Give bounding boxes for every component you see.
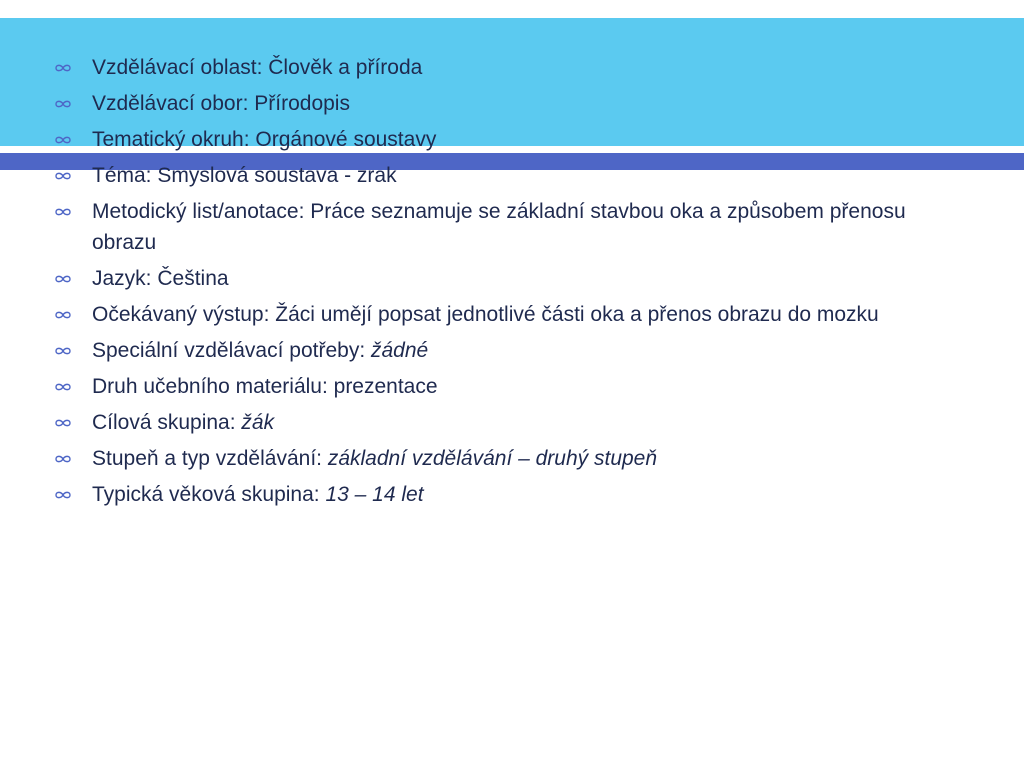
item-label: Vzdělávací oblast: Člověk a příroda — [92, 56, 423, 79]
item-value: základní vzdělávání – druhý stupeň — [327, 447, 658, 470]
item-value: žák — [241, 411, 275, 434]
infinity-bullet-icon — [54, 88, 78, 119]
list-item — [54, 124, 974, 155]
infinity-bullet-icon — [54, 299, 78, 330]
item-label: Očekávaný výstup: Žáci umějí popsat jednotlivé části oka a přenos obrazu do mozku — [92, 303, 879, 326]
item-label: Metodický list/anotace: Práce seznamuje se základní stavbou oka a způsobem přenosu obrazu — [92, 200, 906, 254]
list-item — [54, 299, 974, 330]
item-label: Tematický okruh: Orgánové soustavy — [92, 128, 437, 151]
item-label: Cílová skupina: — [92, 411, 242, 434]
infinity-bullet-icon — [54, 124, 78, 155]
list-item — [54, 88, 974, 119]
item-label: Stupeň a typ vzdělávání: — [92, 447, 328, 470]
list-item — [54, 479, 974, 510]
infinity-bullet-icon — [54, 160, 78, 191]
item-value: 13 – 14 let — [325, 483, 424, 506]
infinity-bullet-icon — [54, 479, 78, 510]
item-value: žádné — [371, 339, 429, 362]
infinity-bullet-icon — [54, 52, 78, 83]
list-item — [54, 335, 974, 366]
infinity-bullet-icon — [54, 443, 78, 474]
list-item — [54, 407, 974, 438]
infinity-bullet-icon — [54, 371, 78, 402]
list-item — [54, 371, 974, 402]
list-item — [54, 196, 974, 258]
info-list — [54, 52, 974, 515]
infinity-bullet-icon — [54, 196, 78, 227]
item-label: Typická věková skupina: — [92, 483, 326, 506]
list-item — [54, 160, 974, 191]
infinity-bullet-icon — [54, 263, 78, 294]
list-item — [54, 443, 974, 474]
item-label: Jazyk: Čeština — [92, 267, 229, 290]
infinity-bullet-icon — [54, 407, 78, 438]
infinity-bullet-icon — [54, 335, 78, 366]
item-label: Speciální vzdělávací potřeby: — [92, 339, 371, 362]
item-label: Téma: Smyslová soustava - zrak — [92, 164, 397, 187]
list-item — [54, 52, 974, 83]
item-label: Vzdělávací obor: Přírodopis — [92, 92, 350, 115]
list-item — [54, 263, 974, 294]
item-label: Druh učebního materiálu: prezentace — [92, 375, 438, 398]
